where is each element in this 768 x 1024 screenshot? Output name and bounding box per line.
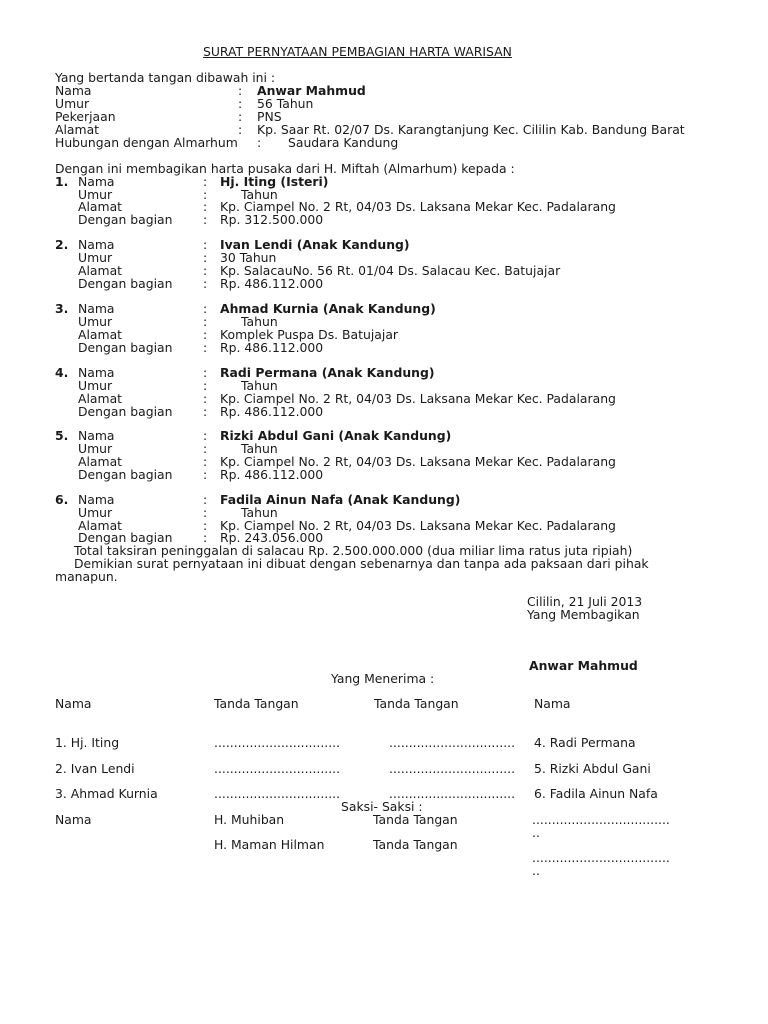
receiver-row-2-left: 2. Ivan Lendi — [55, 761, 135, 776]
receiver-row-3-signature-line-1: ................................ — [214, 786, 341, 801]
heir-6-share: Rp. 243.056.000 — [220, 530, 324, 545]
heir-6-name-colon: : — [203, 492, 208, 507]
declarant-address-colon: : — [238, 122, 243, 137]
heir-1-address-label: Alamat — [78, 199, 123, 214]
heir-6-name: Fadila Ainun Nafa (Anak Kandung) — [220, 492, 461, 507]
heir-4-address: Kp. Ciampel No. 2 Rt, 04/03 Ds. Laksana Mekar Kec. Padalarang — [220, 391, 616, 406]
heir-4-age-colon: : — [203, 378, 208, 393]
heir-2-share-colon: : — [203, 276, 208, 291]
receiver-row-1-left: 1. Hj. Iting — [55, 735, 120, 750]
heir-3-age-colon: : — [203, 314, 208, 329]
heir-1-share-label: Dengan bagian — [78, 212, 173, 227]
heir-2-name-label: Nama — [78, 237, 115, 252]
closing-line-1: Demikian surat pernyataan ini dibuat dengan sebenarnya dan tanpa ada paksaan dari pihak — [74, 556, 649, 571]
receiver-row-1-right: 4. Radi Permana — [534, 735, 636, 750]
heir-3-address-label: Alamat — [78, 327, 123, 342]
heir-3-share-colon: : — [203, 340, 208, 355]
heir-1-address-colon: : — [203, 199, 208, 214]
heir-4-share-colon: : — [203, 404, 208, 419]
heir-6-age-label: Umur — [78, 505, 113, 520]
receivers-header-signature-2: Tanda Tangan — [374, 696, 459, 711]
declarant-relation-value: Saudara Kandung — [288, 135, 399, 150]
receivers-header-signature-1: Tanda Tangan — [214, 696, 299, 711]
receivers-header-name-right: Nama — [534, 696, 571, 711]
receiver-row-1-signature-line-1: ................................ — [214, 735, 341, 750]
declarant-age-label: Umur — [55, 96, 90, 111]
heir-3-name: Ahmad Kurnia (Anak Kandung) — [220, 301, 436, 316]
heir-6-share-label: Dengan bagian — [78, 530, 173, 545]
heir-6-age-colon: : — [203, 505, 208, 520]
heir-4-age-label: Umur — [78, 378, 113, 393]
receiver-row-3-left: 3. Ahmad Kurnia — [55, 786, 158, 801]
heir-3-number: 3. — [55, 301, 69, 316]
declarant-name-value: Anwar Mahmud — [257, 83, 366, 98]
heir-1-age-label: Umur — [78, 187, 113, 202]
witness-name-label: Nama — [55, 812, 92, 827]
total-text: Total taksiran peninggalan di salacau Rp. 2.500.000.000 (dua miliar lima ratus juta ripiah) — [74, 543, 633, 558]
witness-1-signature-label: Tanda Tangan — [373, 812, 458, 827]
place-date: Cililin, 21 Juli 2013 — [527, 594, 643, 609]
heir-5-name: Rizki Abdul Gani (Anak Kandung) — [220, 428, 452, 443]
heir-2-address-label: Alamat — [78, 263, 123, 278]
heir-1-name-label: Nama — [78, 174, 115, 189]
heir-3-name-colon: : — [203, 301, 208, 316]
declarant-age-colon: : — [238, 96, 243, 111]
heir-5-share-colon: : — [203, 467, 208, 482]
heir-1-number: 1. — [55, 174, 69, 189]
receivers-title: Yang Menerima : — [331, 671, 435, 686]
witness-2-signature-line: ................................... — [532, 850, 670, 865]
heir-2-address-colon: : — [203, 263, 208, 278]
declarant-job-value: PNS — [257, 109, 282, 124]
heir-5-age-colon: : — [203, 441, 208, 456]
witness-2-name: H. Maman Hilman — [214, 837, 325, 852]
heir-3-age-label: Umur — [78, 314, 113, 329]
receiver-row-2-right: 5. Rizki Abdul Gani — [534, 761, 651, 776]
receiver-row-2-signature-line-1: ................................ — [214, 761, 341, 776]
receiver-row-3-signature-line-2: ................................ — [389, 786, 516, 801]
heir-4-name-colon: : — [203, 365, 208, 380]
heir-5-number: 5. — [55, 428, 69, 443]
heir-2-number: 2. — [55, 237, 69, 252]
heir-5-name-colon: : — [203, 428, 208, 443]
heir-6-share-colon: : — [203, 530, 208, 545]
heir-1-share-colon: : — [203, 212, 208, 227]
heir-5-address-label: Alamat — [78, 454, 123, 469]
witness-2-signature-label: Tanda Tangan — [373, 837, 458, 852]
declarant-job-colon: : — [238, 109, 243, 124]
heir-5-share: Rp. 486.112.000 — [220, 467, 324, 482]
declarant-age-value: 56 Tahun — [257, 96, 314, 111]
heir-5-name-label: Nama — [78, 428, 115, 443]
heir-2-age: 30 Tahun — [220, 250, 277, 265]
document-title: SURAT PERNYATAAN PEMBAGIAN HARTA WARISAN — [203, 44, 512, 59]
heir-3-share: Rp. 486.112.000 — [220, 340, 324, 355]
heir-1-name: Hj. Iting (Isteri) — [220, 174, 329, 189]
closing-line-2: manapun. — [55, 569, 118, 584]
heir-3-name-label: Nama — [78, 301, 115, 316]
heir-6-number: 6. — [55, 492, 69, 507]
heir-5-address-colon: : — [203, 454, 208, 469]
heir-1-name-colon: : — [203, 174, 208, 189]
heir-4-name-label: Nama — [78, 365, 115, 380]
declarant-name-colon: : — [238, 83, 243, 98]
witness-1-signature-line: ................................... — [532, 812, 670, 827]
heir-4-number: 4. — [55, 365, 69, 380]
heir-6-name-label: Nama — [78, 492, 115, 507]
heir-6-address: Kp. Ciampel No. 2 Rt, 04/03 Ds. Laksana Mekar Kec. Padalarang — [220, 518, 616, 533]
witness-title: Saksi- Saksi : — [341, 799, 423, 814]
heir-2-name: Ivan Lendi (Anak Kandung) — [220, 237, 410, 252]
heir-3-share-label: Dengan bagian — [78, 340, 173, 355]
heir-4-name: Radi Permana (Anak Kandung) — [220, 365, 435, 380]
witness-2-signature-line-end: .. — [532, 863, 540, 878]
heir-3-address: Komplek Puspa Ds. Batujajar — [220, 327, 399, 342]
giver-name: Anwar Mahmud — [529, 658, 638, 673]
heir-2-share: Rp. 486.112.000 — [220, 276, 324, 291]
receivers-header-name-left: Nama — [55, 696, 92, 711]
heir-6-address-colon: : — [203, 518, 208, 533]
heir-1-address: Kp. Ciampel No. 2 Rt, 04/03 Ds. Laksana Mekar Kec. Padalarang — [220, 199, 616, 214]
heir-2-age-colon: : — [203, 250, 208, 265]
witness-1-name: H. Muhiban — [214, 812, 285, 827]
heir-5-address: Kp. Ciampel No. 2 Rt, 04/03 Ds. Laksana Mekar Kec. Padalarang — [220, 454, 616, 469]
statement-text: Dengan ini membagikan harta pusaka dari H. Miftah (Almarhum) kepada : — [55, 161, 515, 176]
intro-text: Yang bertanda tangan dibawah ini : — [55, 70, 276, 85]
witness-1-signature-line-end: .. — [532, 825, 540, 840]
heir-4-age: Tahun — [241, 378, 278, 393]
heir-4-share: Rp. 486.112.000 — [220, 404, 324, 419]
heir-4-address-colon: : — [203, 391, 208, 406]
declarant-name-label: Nama — [55, 83, 92, 98]
receiver-row-2-signature-line-2: ................................ — [389, 761, 516, 776]
declarant-relation-colon: : — [257, 135, 262, 150]
heir-3-age: Tahun — [241, 314, 278, 329]
heir-5-age: Tahun — [241, 441, 278, 456]
heir-2-address: Kp. SalacauNo. 56 Rt. 01/04 Ds. Salacau Kec. Batujajar — [220, 263, 561, 278]
heir-1-share: Rp. 312.500.000 — [220, 212, 324, 227]
heir-5-share-label: Dengan bagian — [78, 467, 173, 482]
heir-6-age: Tahun — [241, 505, 278, 520]
heir-6-address-label: Alamat — [78, 518, 123, 533]
heir-2-share-label: Dengan bagian — [78, 276, 173, 291]
declarant-address-label: Alamat — [55, 122, 100, 137]
heir-2-name-colon: : — [203, 237, 208, 252]
receiver-row-1-signature-line-2: ................................ — [389, 735, 516, 750]
heir-4-share-label: Dengan bagian — [78, 404, 173, 419]
heir-1-age: Tahun — [241, 187, 278, 202]
giver-label: Yang Membagikan — [527, 607, 640, 622]
heir-5-age-label: Umur — [78, 441, 113, 456]
declarant-relation-label: Hubungan dengan Almarhum — [55, 135, 238, 150]
heir-3-address-colon: : — [203, 327, 208, 342]
heir-1-age-colon: : — [203, 187, 208, 202]
receiver-row-3-right: 6. Fadila Ainun Nafa — [534, 786, 658, 801]
heir-4-address-label: Alamat — [78, 391, 123, 406]
heir-2-age-label: Umur — [78, 250, 113, 265]
declarant-job-label: Pekerjaan — [55, 109, 116, 124]
declarant-address-value: Kp. Saar Rt. 02/07 Ds. Karangtanjung Kec. Cililin Kab. Bandung Barat — [257, 122, 685, 137]
